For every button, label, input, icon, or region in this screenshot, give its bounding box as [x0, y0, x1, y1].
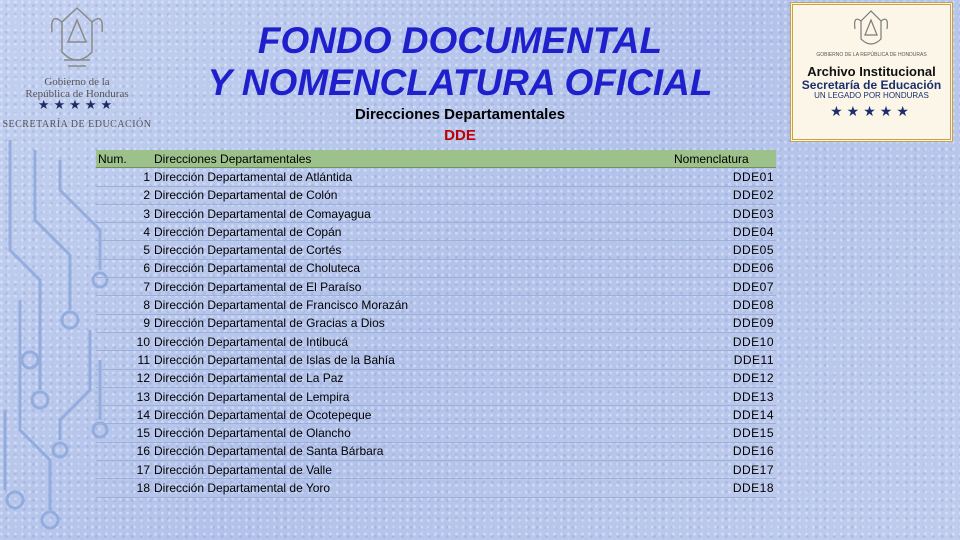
- table-header-row: [96, 150, 776, 168]
- table-row: [96, 168, 776, 186]
- table-row: [96, 278, 776, 296]
- table-row: [96, 351, 776, 369]
- row-direccion-cell: Dirección Departamental de Lempira: [152, 387, 672, 405]
- row-direccion-cell: Dirección Departamental de Colón: [152, 186, 672, 204]
- page-subtitle: Direcciones Departamentales: [354, 106, 566, 123]
- table-row: [96, 387, 776, 405]
- table-body: [96, 168, 776, 497]
- table-row: [96, 259, 776, 277]
- row-number-cell: 17: [96, 461, 152, 479]
- row-nomenclatura-cell: DDE07: [672, 278, 776, 296]
- table-row: [96, 461, 776, 479]
- row-direccion-cell: Dirección Departamental de Olancho: [152, 424, 672, 442]
- table-row: [96, 204, 776, 222]
- logo-text-line2: República de Honduras: [25, 88, 129, 100]
- row-number-cell: 13: [96, 387, 152, 405]
- row-direccion-cell: Dirección Departamental de Ocotepeque: [152, 406, 672, 424]
- archive-motto: UN LEGADO POR HONDURAS: [814, 91, 929, 100]
- row-number-cell: 8: [96, 296, 152, 314]
- row-direccion-cell: Dirección Departamental de Francisco Morazán: [152, 296, 672, 314]
- page-title-line2: Y NOMENCLATURA OFICIAL: [207, 62, 713, 103]
- row-direccion-cell: Dirección Departamental de Santa Bárbara: [152, 442, 672, 460]
- row-nomenclatura-cell: DDE09: [672, 314, 776, 332]
- table-row: [96, 442, 776, 460]
- row-nomenclatura-cell: DDE10: [672, 332, 776, 350]
- archive-small-text: GOBIERNO DE LA REPÚBLICA DE HONDURAS: [816, 52, 927, 58]
- row-number-cell: 15: [96, 424, 152, 442]
- archive-title: Archivo Institucional: [807, 64, 936, 79]
- row-nomenclatura-cell: DDE14: [672, 406, 776, 424]
- row-direccion-cell: Dirección Departamental de Islas de la Bahía: [152, 351, 672, 369]
- row-nomenclatura-cell: DDE08: [672, 296, 776, 314]
- coat-of-arms-icon: [2, 2, 152, 74]
- table-row: [96, 424, 776, 442]
- row-number-cell: 6: [96, 259, 152, 277]
- row-direccion-cell: Dirección Departamental de La Paz: [152, 369, 672, 387]
- row-direccion-cell: Dirección Departamental de Comayagua: [152, 204, 672, 222]
- table-row: [96, 186, 776, 204]
- archive-subtitle: Secretaría de Educación: [801, 78, 942, 92]
- table-row: [96, 296, 776, 314]
- row-nomenclatura-cell: DDE12: [672, 369, 776, 387]
- acronym-label: DDE: [444, 127, 476, 144]
- logo-text-line3: SECRETARÍA DE EDUCACIÓN: [2, 119, 152, 130]
- table-row: [96, 406, 776, 424]
- row-nomenclatura-cell: DDE04: [672, 223, 776, 241]
- row-number-cell: 1: [96, 168, 152, 186]
- row-nomenclatura-cell: DDE01: [672, 168, 776, 186]
- table-row: [96, 241, 776, 259]
- row-direccion-cell: Dirección Departamental de Gracias a Dios: [152, 314, 672, 332]
- row-number-cell: 3: [96, 204, 152, 222]
- table-row: [96, 332, 776, 350]
- row-number-cell: 5: [96, 241, 152, 259]
- row-nomenclatura-cell: DDE05: [672, 241, 776, 259]
- row-direccion-cell: Dirección Departamental de El Paraíso: [152, 278, 672, 296]
- row-number-cell: 18: [96, 479, 152, 497]
- row-direccion-cell: Dirección Departamental de Copán: [152, 223, 672, 241]
- row-direccion-cell: Dirección Departamental de Valle: [152, 461, 672, 479]
- row-number-cell: 10: [96, 332, 152, 350]
- row-number-cell: 4: [96, 223, 152, 241]
- column-header-direcciones: Direcciones Departamentales: [152, 150, 672, 168]
- row-number-cell: 11: [96, 351, 152, 369]
- row-nomenclatura-cell: DDE13: [672, 387, 776, 405]
- row-direccion-cell: Dirección Departamental de Atlántida: [152, 168, 672, 186]
- row-number-cell: 14: [96, 406, 152, 424]
- row-direccion-cell: Dirección Departamental de Choluteca: [152, 259, 672, 277]
- logo-text-line1: Gobierno de la: [44, 76, 110, 88]
- table-row: [96, 314, 776, 332]
- row-nomenclatura-cell: DDE17: [672, 461, 776, 479]
- government-logo: [2, 2, 152, 130]
- row-direccion-cell: Dirección Departamental de Cortés: [152, 241, 672, 259]
- star-icons: ★★★★★: [830, 103, 913, 119]
- column-header-num: Num.: [96, 150, 152, 168]
- column-header-nomenclatura: Nomenclatura: [672, 150, 776, 168]
- table-row: [96, 479, 776, 497]
- row-direccion-cell: Dirección Departamental de Intibucá: [152, 332, 672, 350]
- directorates-table: [96, 150, 776, 498]
- row-nomenclatura-cell: DDE06: [672, 259, 776, 277]
- row-number-cell: 2: [96, 186, 152, 204]
- row-number-cell: 7: [96, 278, 152, 296]
- row-nomenclatura-cell: DDE02: [672, 186, 776, 204]
- row-number-cell: 12: [96, 369, 152, 387]
- row-number-cell: 16: [96, 442, 152, 460]
- archive-logo: [790, 2, 953, 142]
- row-nomenclatura-cell: DDE11: [672, 351, 776, 369]
- coat-of-arms-icon: [793, 7, 950, 53]
- page-title-line1: FONDO DOCUMENTAL: [257, 20, 663, 61]
- table-row: [96, 223, 776, 241]
- row-nomenclatura-cell: DDE18: [672, 479, 776, 497]
- row-nomenclatura-cell: DDE03: [672, 204, 776, 222]
- star-icons: ★★★★★: [37, 97, 117, 112]
- table-row: [96, 369, 776, 387]
- row-number-cell: 9: [96, 314, 152, 332]
- row-direccion-cell: Dirección Departamental de Yoro: [152, 479, 672, 497]
- row-nomenclatura-cell: DDE16: [672, 442, 776, 460]
- row-nomenclatura-cell: DDE15: [672, 424, 776, 442]
